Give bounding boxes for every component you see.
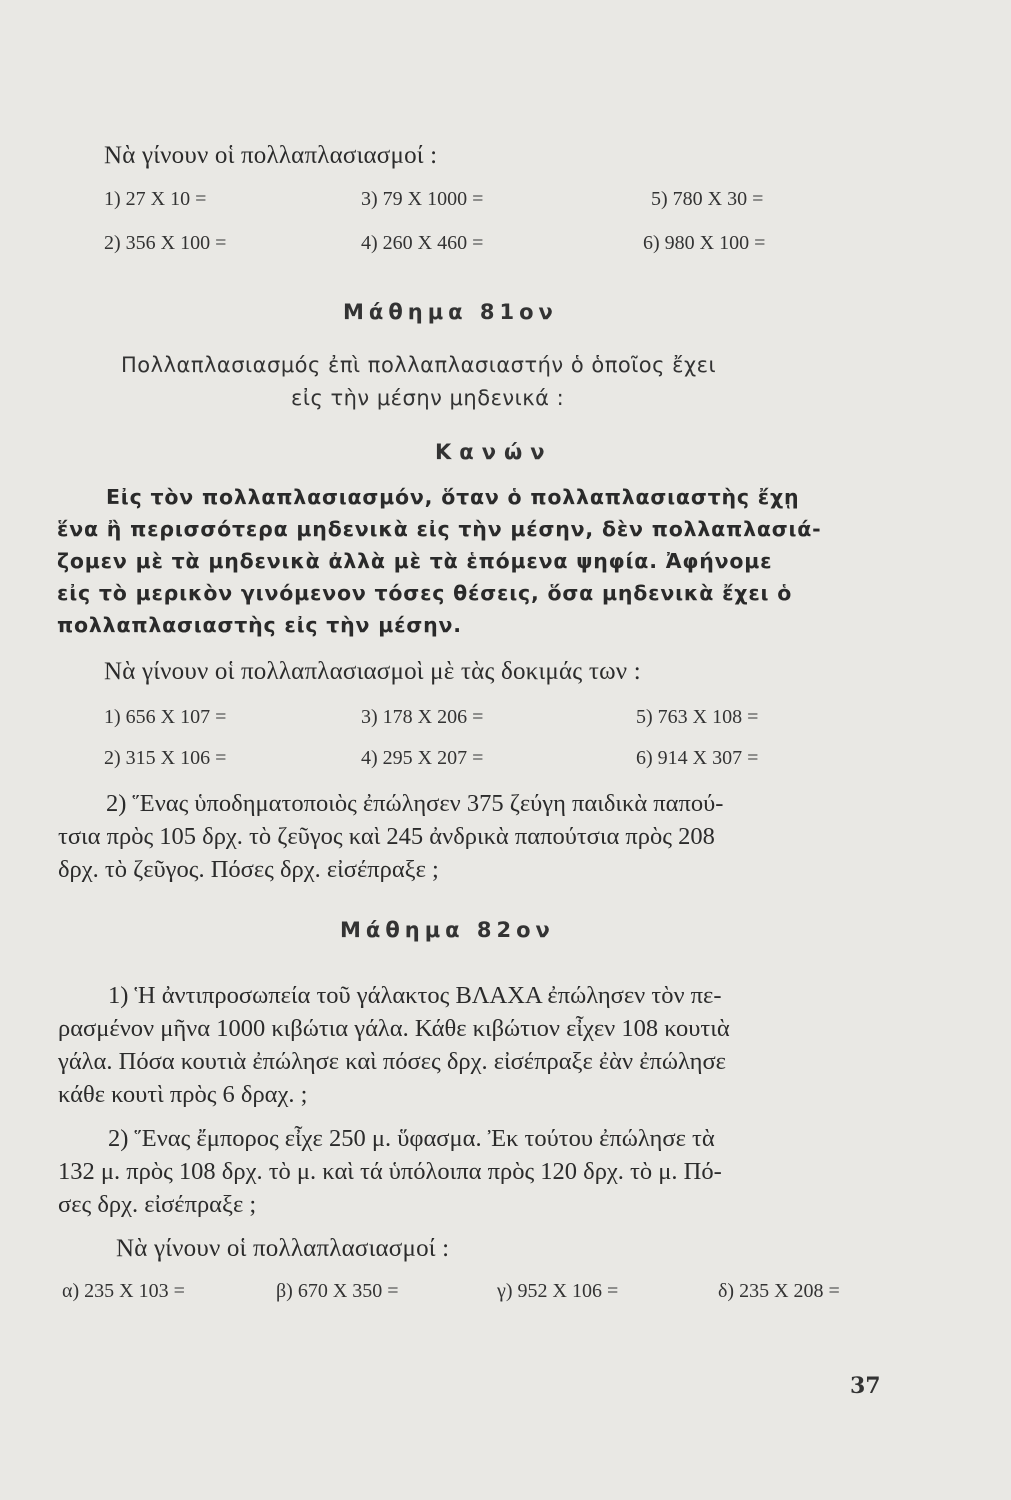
exercise: 2) 356 X 100 = (104, 232, 227, 254)
rule-line: εἰς τὸ μερικὸν γινόμενον τόσες θέσεις, ὅσα μηδενικὰ ἔχει ὁ (57, 581, 793, 605)
exercise: δ) 235 X 208 = (718, 1280, 840, 1302)
problem-line: 1) Ἡ ἀντιπροσωπεία τοῦ γάλακτος ΒΛΑΧΑ ἐπώλησεν τὸν πε- (108, 982, 722, 1009)
problem-line: τσια πρὸς 105 δρχ. τὸ ζεῦγος καὶ 245 ἀνδρικὰ παπούτσια πρὸς 208 (58, 823, 715, 850)
problem-line: ρασμένον μῆνα 1000 κιβώτια γάλα. Κάθε κιβώτιον εἶχεν 108 κουτιὰ (58, 1015, 730, 1042)
problem-line: 2) Ἕνας ἔμπορος εἶχε 250 μ. ὕφασμα. Ἐκ τούτου ἐπώλησε τὰ (108, 1125, 715, 1152)
exercise: γ) 952 X 106 = (497, 1280, 619, 1302)
exercise: 2) 315 X 106 = (104, 747, 227, 769)
problem-line: 132 μ. πρὸς 108 δρχ. τὸ μ. καὶ τά ὑπόλοιπα πρὸς 120 δρχ. τὸ μ. Πό- (58, 1158, 722, 1185)
exercise: 4) 260 X 460 = (361, 232, 484, 254)
problem-line: δρχ. τὸ ζεῦγος. Πόσες δρχ. εἰσέπραξε ; (58, 856, 439, 883)
lesson-81-subtitle: εἰς τὴν μέσην μηδενικά : (291, 386, 565, 410)
exercise: 1) 656 X 107 = (104, 706, 227, 728)
exercise: 5) 780 X 30 = (651, 188, 764, 210)
exercise: 3) 178 X 206 = (361, 706, 484, 728)
problem-line: 2) Ἕνας ὑποδηματοποιὸς ἐπώλησεν 375 ζεύγη παιδικὰ παπού- (106, 790, 724, 817)
problem-line: κάθε κουτὶ πρὸς 6 δραχ. ; (58, 1081, 308, 1108)
lesson-81-instruction: Νὰ γίνουν οἱ πολλαπλασιασμοὶ μὲ τὰς δοκιμάς των : (104, 658, 641, 685)
exercise: β) 670 X 350 = (276, 1280, 399, 1302)
rule-heading: Κανών (435, 440, 553, 464)
rule-line: Εἰς τὸν πολλαπλασιασμόν, ὅταν ὁ πολλαπλασιαστὴς ἔχῃ (106, 485, 800, 509)
exercise: 5) 763 X 108 = (636, 706, 759, 728)
exercise: 3) 79 X 1000 = (361, 188, 484, 210)
rule-line: ἕνα ἢ περισσότερα μηδενικὰ εἰς τὴν μέσην, δὲν πολλαπλασιά- (57, 517, 822, 541)
rule-line: ζομεν μὲ τὰ μηδενικὰ ἀλλὰ μὲ τὰ ἑπόμενα ψηφία. Ἀφήνομε (57, 549, 773, 573)
top-instruction: Νὰ γίνουν οἱ πολλαπλασιασμοί : (104, 142, 438, 169)
problem-line: γάλα. Πόσα κουτιὰ ἐπώλησε καὶ πόσες δρχ. εἰσέπραξε ἐὰν ἐπώλησε (58, 1048, 726, 1075)
page-number: 37 (850, 1373, 881, 1399)
exercise: 4) 295 X 207 = (361, 747, 484, 769)
lesson-81-subtitle: Πολλαπλασιασμός ἐπὶ πολλαπλασιαστήν ὁ ὁποῖος ἔχει (121, 353, 717, 377)
problem-line: σες δρχ. εἰσέπραξε ; (58, 1191, 257, 1218)
exercise: 6) 980 X 100 = (643, 232, 766, 254)
exercise: α) 235 X 103 = (62, 1280, 185, 1302)
exercise: 6) 914 X 307 = (636, 747, 759, 769)
rule-line: πολλαπλασιαστὴς εἰς τὴν μέσην. (57, 613, 462, 637)
lesson-82-title: Μάθημα 82ον (340, 918, 555, 942)
lesson-81-title: Μάθημα 81ον (343, 300, 558, 324)
lesson-82-instruction: Νὰ γίνουν οἱ πολλαπλασιασμοί : (116, 1235, 450, 1262)
exercise: 1) 27 X 10 = (104, 188, 207, 210)
